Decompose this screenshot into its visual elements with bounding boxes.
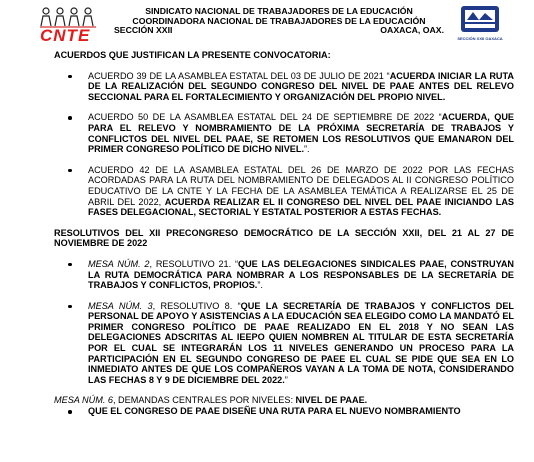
item-text: , RESOLUTIVO 21. “ [149,258,238,269]
mesa-label: MESA NÚM. 3 [88,300,153,311]
list-item [88,112,514,154]
mesa-6-line [54,395,514,406]
seccion-xxii-logo [457,4,503,42]
item-text: ACUERDO 50 DE LA ASAMBLEA ESTATAL DEL 24 DE SEPTIEMBRE DE 2022 “ [88,112,442,123]
header-location: OAXACA, OAX. [380,25,444,36]
cnte-logo-text: CNTE [40,26,91,45]
mesa-text: , DEMANDAS CENTRALES POR NIVELES: [112,395,296,406]
item-text: , RESOLUTIVO 8. “ [152,300,241,311]
seccion-xxii-caption: SECCIÓN XXII OAXACA [457,36,503,41]
document-header [0,0,534,46]
header-line-3 [114,26,444,36]
list-item [88,71,514,103]
acuerdos-list [54,71,514,218]
acuerdos-title: ACUERDOS QUE JUSTIFICAN LA PRESENTE CONVOCATORIA: [54,50,331,60]
item-text: ACUERDO 42 DE LA ASAMBLEA ESTATAL DEL 26 DE MARZO DE 2022 POR LAS FECHAS ACORDADAS PARA LA RUTA DEL NOMBRAMIENTO DE DELEGADOS AL II CONGRESO POLÍTICO EDUCATIVO DE LA CNTE Y LA FECHA DE LA ASAMBLEA TEMÁTICA A REALIZARSE EL 25 DE ABRIL DEL 2022, [88,164,514,207]
item-text: ACUERDO 39 DE LA ASAMBLEA ESTATAL DEL 03 DE JULIO DE 2021 “ [88,70,390,81]
mesa-label: MESA NÚM. 6 [54,395,113,406]
mesa-bold-text: NIVEL DE PAAE. [295,395,368,406]
item-tail: ”. [257,280,263,291]
header-section: SECCIÓN XXII [114,25,173,36]
document-body [54,50,514,417]
cnte-logo [36,6,98,46]
item-tail: ”. [303,144,310,155]
item-bold-text: ACUERDA, QUE PARA EL RELEVO Y NOMBRAMIENTO DE LA PRÓXIMA SECRETARÍA DE TRABAJOS Y CONFLICTOS DEL NIVEL DEL PAAE, SE RETOMEN LOS RESOLUTIVOS QUE EMANARON DEL PRIMER CONGRESO POLÍTICO DE DICHO NIVEL. [88,112,514,155]
seccion-xxii-emblem-icon [457,4,503,36]
item-tail: ” [284,374,288,385]
item-bold-text: QUE LA SECRETARÍA DE TRABAJOS Y CONFLICTOS DEL PERSONAL DE APOYO Y ASISTENCIAS A LA EDUCACIÓN SEA ELEGIDO COMO LA MANDATÓ EL PRIMER CONGRESO POLÍTICO DE PAAE REALIZADO EN EL 2018 Y NO SEAN LAS DELEGACIONES ADSCRITAS AL IEEPO QUIEN NOMBREN AL TITULAR DE ESTA SECRETARÍA POR EL CUAL SE INTEGRARÁN LOS 11 NIVELES GENERANDO UN PROCESO PARA LA PARTICIPACIÓN EN EL SEGUNDO CONGRESO DE PAEE EL CUAL SE PIDE QUE SEA EN LO INMEDIATO ANTES DE QUE LOS COMPAÑEROS VAYAN A LA TOMA DE NOTA, CONSIDERANDO LAS FECHAS 8 Y 9 DE DICIEMBRE DEL 2022. [88,300,514,385]
header-text [114,7,444,36]
cnte-figures-icon [38,6,98,28]
list-item [88,165,514,218]
resolutivos-title: RESOLUTIVOS DEL XII PRECONGRESO DEMOCRÁTICO DE LA SECCIÓN XXII, DEL 21 AL 27 DE NOVIEMBRE DE 2022 [54,227,514,249]
mesa-6-list [54,406,514,417]
list-item [88,301,514,386]
header-line-2: COORDINADORA NACIONAL DE TRABAJADORES DE LA EDUCACIÓN [132,15,426,26]
item-bold-text: ACUERDA INICIAR LA RUTA DE LA REALIZACIÓN DEL SEGUNDO CONGRESO DEL NIVEL DE PAAE ANTES DEL RELEVO SECCIONAL PARA EL FORTALECIMIENTO Y ORGANIZACIÓN DEL PROPIO NIVEL. [88,70,514,102]
header-line-1: SINDICATO NACIONAL DE TRABAJADORES DE LA EDUCACIÓN [145,6,413,16]
list-item [88,259,514,291]
item-bold-text: QUE LAS DELEGACIONES SINDICALES PAAE, CONSTRUYAN LA RUTA DEMOCRÁTICA PARA NOMBRAR A LOS RESPONSABLES DE LA SECRETARÍA DE TRABAJOS Y CONFLICTOS, PROPIOS. [88,258,515,291]
item-bold-text: ACUERDA REALIZAR EL II CONGRESO DEL NIVEL DEL PAAE INICIANDO LAS FASES DELEGACIONAL, SECTORIAL Y ESTATAL POSTERIOR A ESTAS FECHAS. [88,196,514,218]
mesa-label: MESA NÚM. 2 [88,258,150,269]
resolutivos-list [54,259,514,386]
list-item: QUE EL CONGRESO DE PAAE DISEÑE UNA RUTA PARA EL NUEVO NOMBRAMIENTO [88,406,514,417]
